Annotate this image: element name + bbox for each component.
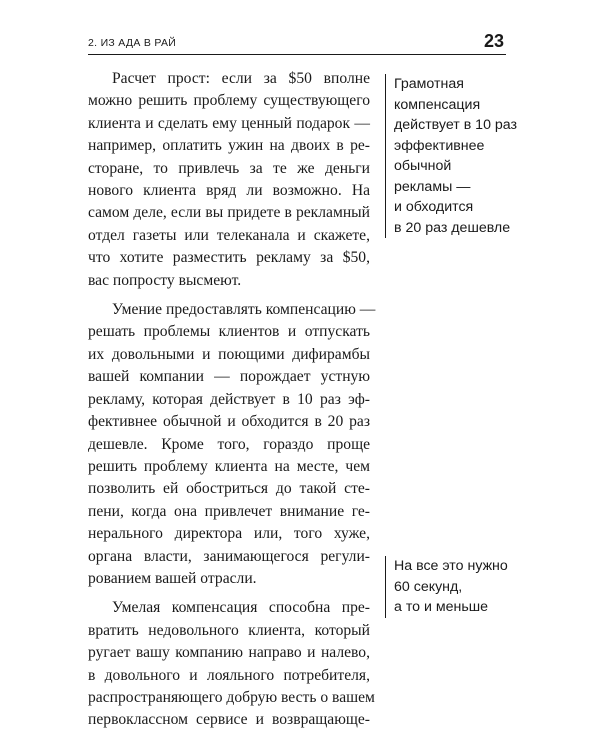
paragraph-3 (88, 597, 375, 731)
text-line: Умение предоставлять компенсацию — (112, 301, 376, 319)
text-line: сторане, то привлечь за те же деньги (88, 159, 370, 177)
running-header (88, 30, 506, 55)
text-line: рекламу, которая действует в 10 раз эф- (88, 390, 370, 408)
text-line: фективнее обычной и обходится в 20 раз (88, 413, 370, 431)
paragraph-1 (88, 68, 370, 292)
paragraph-2 (88, 299, 376, 590)
note-line: действует в 10 раз (394, 117, 518, 133)
text-line: позволить ей обостриться до такой сте- (88, 480, 370, 498)
margin-note-compensation (385, 74, 517, 238)
text-line: например, оплатить ужин на двоих в ре- (88, 137, 370, 155)
text-line: их довольными и поющими дифирамбы (88, 345, 370, 363)
main-text-column (88, 68, 376, 732)
text-line: что хотите разместить рекламу за $50, (88, 249, 370, 267)
text-line: рованием вашей отрасли. (88, 569, 257, 587)
text-line: в довольного и лояльного потребителя, (88, 666, 370, 684)
text-line: решать проблемы клиентов и отпускать (88, 323, 370, 341)
note-line: На все это нужно (394, 558, 508, 574)
note-line: компенсация (394, 96, 481, 113)
text-line: можно решить проблему существующего (88, 92, 370, 110)
page-number: 23 (483, 31, 504, 51)
text-line: пени, когда она привлечет внимание ге- (88, 502, 370, 520)
note-line: и обходится (394, 199, 474, 215)
text-line: самом деле, если вы придете в рекламный (88, 204, 370, 222)
text-line: распространяющего добрую весть о вашем (88, 688, 375, 706)
note-line: эффективнее (394, 137, 485, 154)
note-line: Грамотная (394, 76, 464, 92)
note-line: в 20 раз дешевле (394, 219, 511, 236)
text-line: вашей компании — порождает устную (88, 368, 370, 386)
text-line: нового клиента вряд ли возможно. На (88, 182, 370, 200)
note-line: обычной (394, 158, 452, 174)
text-line: вратить недовольного клиента, который (88, 621, 370, 639)
note-line: 60 секунд, (394, 578, 463, 595)
text-line: ругает вашу компанию направо и налево, (88, 644, 370, 662)
note-line: рекламы — (394, 178, 471, 195)
text-line: отдел газеты или телеканала и скажете, (88, 226, 370, 244)
text-line: дешевле. Кроме того, гораздо проще (88, 435, 370, 453)
text-line: решить проблему клиента на месте, чем (88, 457, 370, 475)
margin-note-60-seconds (385, 556, 508, 618)
note-line: а то и меньше (394, 599, 489, 615)
text-line: Умелая компенсация способна пре- (112, 599, 370, 617)
text-line: первоклассном сервисе и возвращающе- (88, 711, 370, 729)
text-line: органа власти, занимающегося регули- (88, 547, 370, 565)
text-line: клиента и сделать ему ценный подарок — (88, 114, 370, 132)
text-line: Расчет прост: если за $50 вполне (112, 70, 370, 87)
chapter-title: 2. ИЗ АДА В РАЙ (88, 37, 177, 49)
text-line: нерального директора или, того хуже, (88, 525, 370, 543)
text-line: вас попросту высмеют. (88, 271, 242, 289)
